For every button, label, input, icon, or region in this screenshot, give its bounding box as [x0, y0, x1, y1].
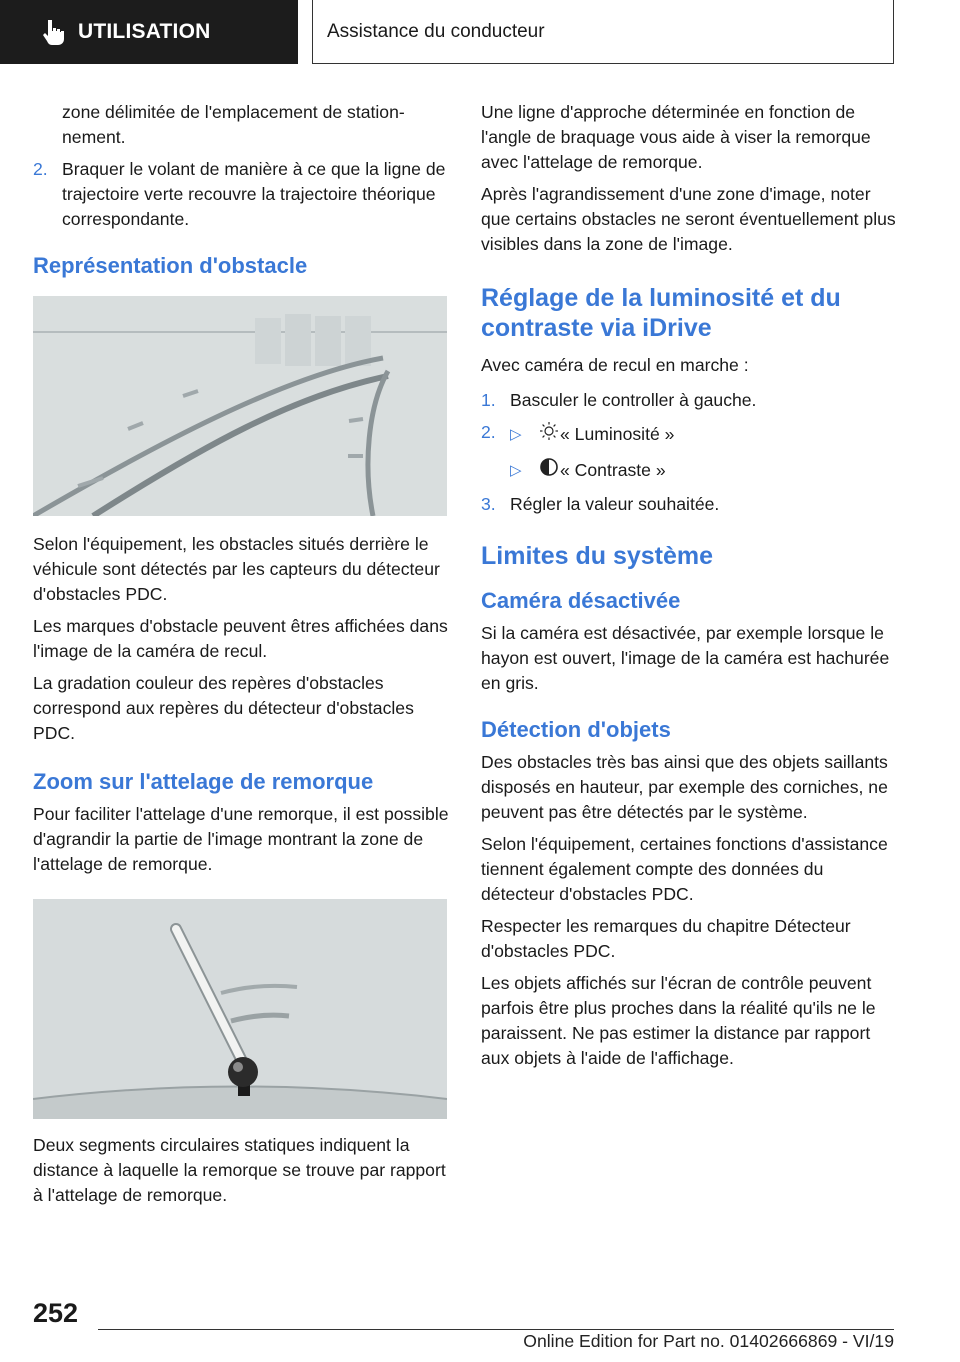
hitch-paragraph: Deux segments circulaires statiques indiquent la distance à laquelle la remorque se trouve par rapport à l'attelage de remorque. — [33, 1135, 446, 1205]
step-number: 2. — [481, 422, 496, 442]
obstacle-figure — [33, 296, 447, 516]
heading-obstacle: Représentation d'obstacle — [33, 253, 308, 278]
section-title: UTILISATION — [78, 20, 211, 43]
hitch-illustration — [33, 899, 447, 1119]
page-number: 252 — [33, 1298, 79, 1328]
camera-intro: Avec caméra de recul en marche : — [481, 355, 749, 375]
hand-pointer-icon — [38, 17, 68, 47]
step-number — [481, 456, 510, 485]
triangle-marker: ▷ — [510, 462, 522, 479]
continued-text: zone délimitée de l'emplacement de stationnement. — [62, 102, 405, 147]
edition-note: Online Edition for Part no. 01402666869 - VI/19 — [523, 1331, 894, 1351]
obstacle-paragraph-2: Les marques d'obstacle peuvent êtres affichées dans l'image de la caméra de recul. — [33, 616, 448, 661]
detection-paragraph-2: Selon l'équipement, certaines fonctions d'assistance tiennent également compte des données du détecteur d'obstacles PDC. — [481, 834, 888, 904]
chapter-tab — [312, 0, 894, 64]
hitch-figure — [33, 899, 447, 1119]
heading-brightness: Réglage de la luminosité et du contraste via iDrive — [481, 284, 841, 342]
heading-detection: Détection d'objets — [481, 717, 671, 742]
obstacle-paragraph-3: La gradation couleur des repères d'obstacles correspond aux repères du détecteur d'obstacles PDC. — [33, 673, 414, 743]
step-number: 1. — [481, 390, 496, 410]
step-text: Régler la valeur souhaitée. — [510, 494, 720, 514]
step-1 — [481, 388, 897, 413]
step-2 — [481, 420, 897, 449]
triangle-marker: ▷ — [510, 426, 522, 443]
step-text: Basculer le controller à gauche. — [510, 390, 757, 410]
sun-icon — [538, 420, 560, 449]
chapter-title: Assistance du conducteur — [327, 20, 545, 42]
detection-paragraph-1: Des obstacles très bas ainsi que des objets saillants disposés en hauteur, par exemple des corniches, ne peuvent pas être détectés par le système. — [481, 752, 888, 822]
heading-camera-off: Caméra désactivée — [481, 588, 681, 613]
approach-paragraph: Une ligne d'approche déterminée en fonction de l'angle de braquage vous aide à viser la remorque avec l'attelage de remorque. — [481, 102, 871, 172]
obstacle-illustration — [33, 296, 447, 516]
left-column — [33, 100, 449, 1215]
step-3 — [481, 492, 897, 517]
detection-paragraph-4: Les objets affichés sur l'écran de contrôle peuvent parfois être plus proches dans la réalité qu'ils ne le paraissent. Ne pas estimer la distance par rapport aux objets à l'aide de l'affichage. — [481, 973, 876, 1068]
step-number: 2. — [33, 159, 48, 179]
brightness-label: « Luminosité » — [560, 424, 675, 444]
step-2 — [33, 157, 449, 232]
heading-limits: Limites du système — [481, 542, 714, 570]
contrast-icon — [538, 456, 560, 485]
step-2-sub — [481, 456, 897, 485]
step-text: Braquer le volant de manière à ce que la ligne de trajectoire verte recouvre la trajectoire théorique correspondante. — [62, 159, 446, 229]
obstacle-paragraph-1: Selon l'équipement, les obstacles situés derrière le véhicule sont détectés par les capteurs du détecteur d'obstacles PDC. — [33, 534, 440, 604]
section-tab — [0, 0, 298, 64]
contrast-label: « Contraste » — [560, 460, 666, 480]
zoom-note-paragraph: Après l'agrandissement d'une zone d'image, noter que certains obstacles ne seront éventuellement plus visibles dans la zone de l'image. — [481, 184, 896, 254]
footer-divider — [98, 1329, 894, 1330]
camera-off-paragraph: Si la caméra est désactivée, par exemple lorsque le hayon est ouvert, l'image de la caméra est hachurée en gris. — [481, 623, 890, 693]
heading-zoom: Zoom sur l'attelage de remorque — [33, 769, 374, 794]
detection-paragraph-3: Respecter les remarques du chapitre Détecteur d'obstacles PDC. — [481, 916, 851, 961]
zoom-paragraph: Pour faciliter l'attelage d'une remorque, il est possible d'agrandir la partie de l'image montrant la zone de l'attelage de remorque. — [33, 804, 449, 874]
right-column — [481, 100, 897, 1078]
step-number: 3. — [481, 494, 496, 514]
